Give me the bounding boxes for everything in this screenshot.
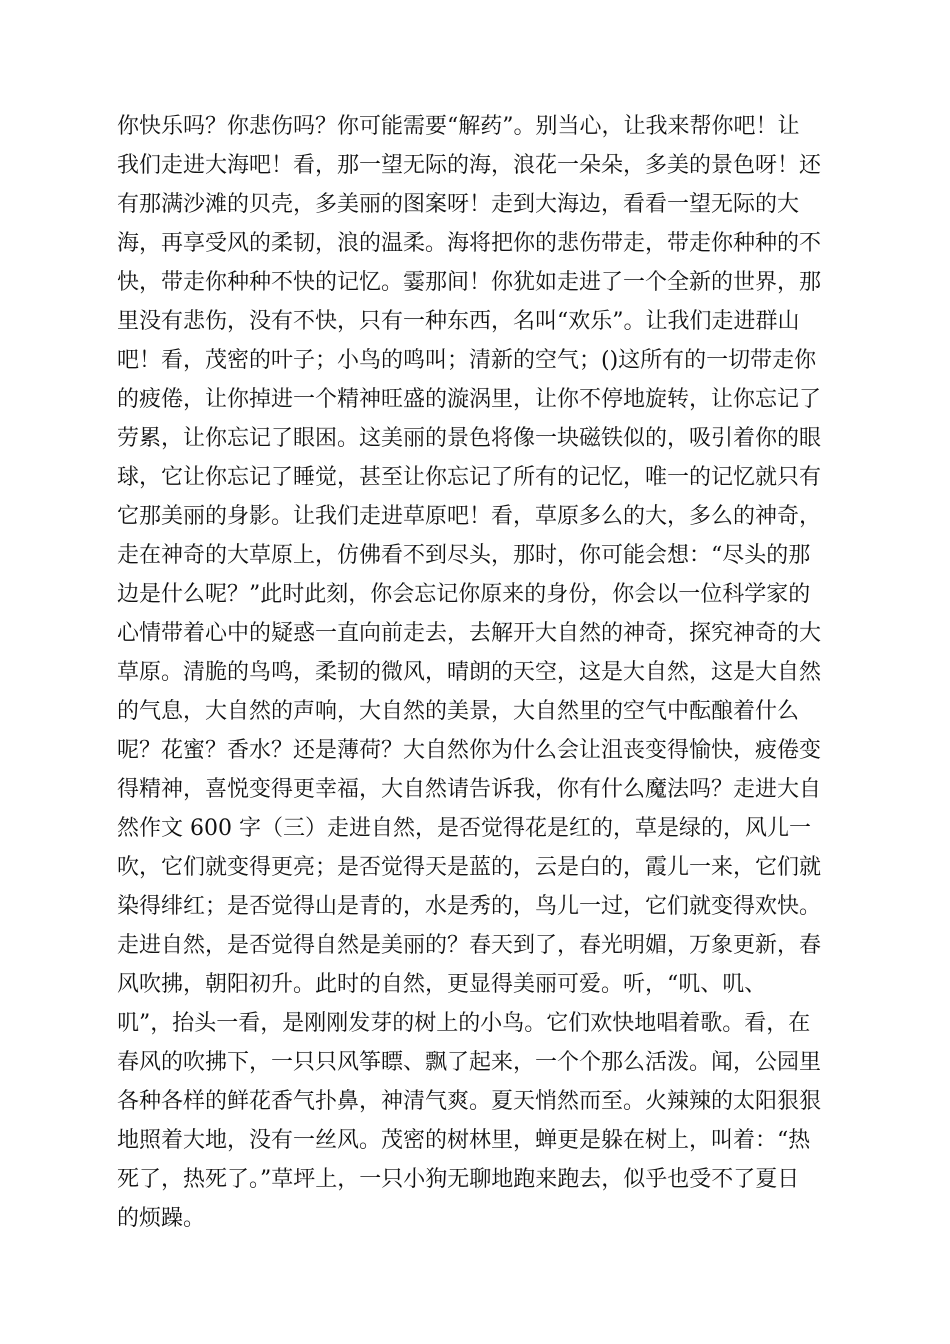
text-line: 染得绯红；是否觉得山是青的，水是秀的，鸟儿一过，它们就变得欢快。 xyxy=(117,894,822,919)
text-line: 走在神奇的大草原上，仿佛看不到尽头，那时，你可能会想：“尽头的那 xyxy=(117,543,811,568)
text-line: 呢？花蜜？香水？还是薄荷？大自然你为什么会让沮丧变得愉快，疲倦变 xyxy=(117,738,822,763)
text-line: 有那满沙滩的贝壳，多美丽的图案呀！走到大海边，看看一望无际的大 xyxy=(117,192,800,217)
text-line: 草原。清脆的鸟鸣，柔韧的微风，晴朗的天空，这是大自然，这是大自然 xyxy=(117,660,822,685)
text-line: 你快乐吗？你悲伤吗？你可能需要“解药”。别当心，让我来帮你吧！让 xyxy=(117,114,800,139)
text-line: 的气息，大自然的声响，大自然的美景，大自然里的空气中酝酿着什么 xyxy=(117,699,800,724)
text-line: 春风的吹拂下，一只只风筝瞟、飘了起来，一个个那么活泼。闻，公园里 xyxy=(117,1050,822,1075)
text-line: 然作文 600 字（三）走进自然，是否觉得花是红的，草是绿的，风儿一 xyxy=(117,816,811,841)
text-line: 它那美丽的身影。让我们走进草原吧！看，草原多么的大，多么的神奇， xyxy=(117,504,822,529)
text-line: 边是什么呢？”此时此刻，你会忘记你原来的身份，你会以一位科学家的 xyxy=(117,582,811,607)
text-line: 得精神，喜悦变得更幸福，大自然请告诉我，你有什么魔法吗？走进大自 xyxy=(117,777,822,802)
text-line: 心情带着心中的疑惑一直向前走去，去解开大自然的神奇，探究神奇的大 xyxy=(117,621,822,646)
text-line: 我们走进大海吧！看，那一望无际的海，浪花一朵朵，多美的景色呀！还 xyxy=(117,153,822,178)
text-line: 球，它让你忘记了睡觉，甚至让你忘记了所有的记忆，唯一的记忆就只有 xyxy=(117,465,822,490)
text-line: 的烦躁。 xyxy=(117,1206,206,1231)
text-line: 风吹拂，朝阳初升。此时的自然，更显得美丽可爱。听，“叽、叽、 xyxy=(117,972,767,997)
text-line: 吧！看，茂密的叶子；小鸟的鸣叫；清新的空气；()这所有的一切带走你 xyxy=(117,348,817,373)
text-line: 里没有悲伤，没有不快，只有一种东西，名叫“欢乐”。让我们走进群山 xyxy=(117,309,800,334)
text-line: 各种各样的鲜花香气扑鼻，神清气爽。夏天悄然而至。火辣辣的太阳狠狠 xyxy=(117,1089,822,1114)
text-line: 走进自然，是否觉得自然是美丽的？春天到了，春光明媚，万象更新，春 xyxy=(117,933,822,958)
text-line: 的疲倦，让你掉进一个精神旺盛的漩涡里，让你不停地旋转，让你忘记了 xyxy=(117,387,822,412)
text-line: 劳累，让你忘记了眼困。这美丽的景色将像一块磁铁似的，吸引着你的眼 xyxy=(117,426,822,451)
text-line: 快，带走你种种不快的记忆。霎那间！你犹如走进了一个全新的世界，那 xyxy=(117,270,822,295)
text-line: 地照着大地，没有一丝风。茂密的树林里，蝉更是躲在树上，叫着：“热 xyxy=(117,1128,811,1153)
text-line: 吹，它们就变得更亮；是否觉得天是蓝的，云是白的，霞儿一来，它们就 xyxy=(117,855,822,880)
body-text xyxy=(117,107,837,1238)
text-line: 死了，热死了。”草坪上，一只小狗无聊地跑来跑去，似乎也受不了夏日 xyxy=(117,1167,800,1192)
text-line: 海，再享受风的柔韧，浪的温柔。海将把你的悲伤带走，带走你种种的不 xyxy=(117,231,822,256)
text-line: 叽”，抬头一看，是刚刚发芽的树上的小鸟。它们欢快地唱着歌。看，在 xyxy=(117,1011,811,1036)
